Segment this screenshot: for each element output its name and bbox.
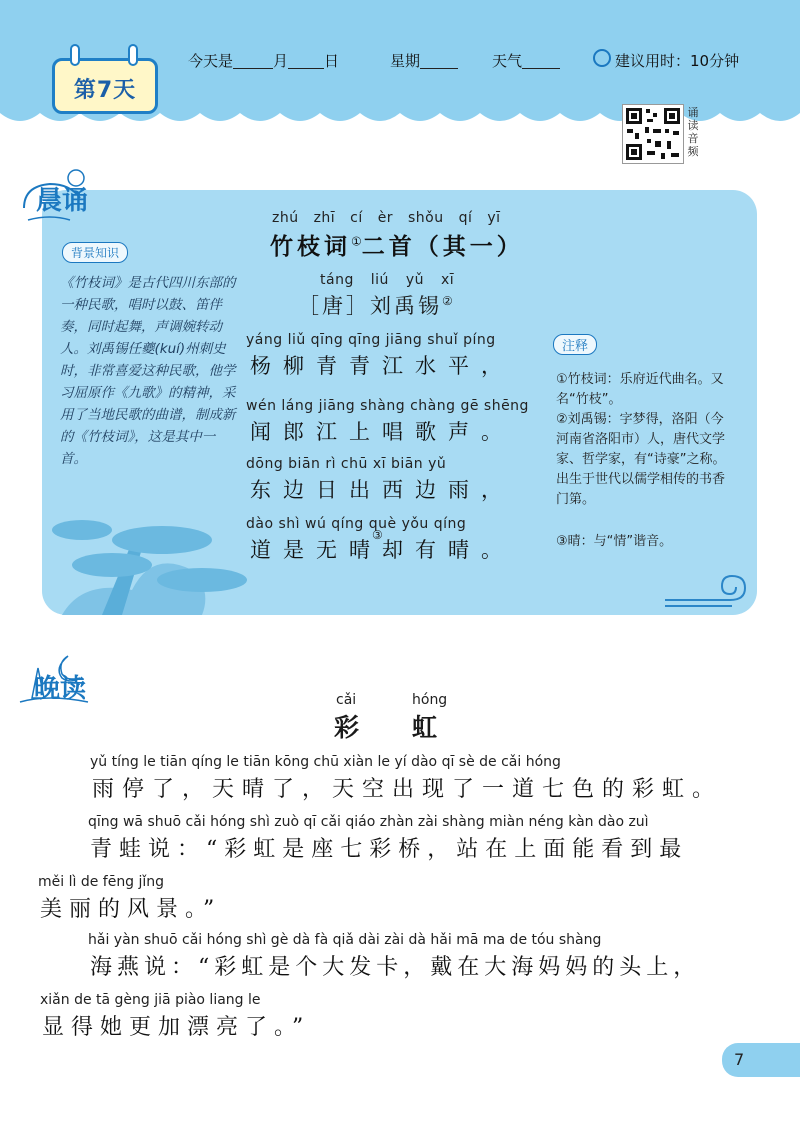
date-day-label: 日 xyxy=(324,52,340,70)
day-blank[interactable] xyxy=(288,54,324,69)
poem-line-3: 东边日出西边雨， xyxy=(250,478,514,502)
evening-para-3-pinyin: měi lì de fēng jǐng xyxy=(38,874,165,890)
author-line xyxy=(298,290,456,320)
author-pinyin-syllable: táng xyxy=(320,272,354,288)
poem-title-main: 竹枝词 xyxy=(270,234,351,260)
month-blank[interactable] xyxy=(233,54,273,69)
author-footnote-mark: ② xyxy=(442,294,456,308)
weekday-line xyxy=(390,50,458,71)
note-3: ③晴：与“情”谐音。 xyxy=(556,534,673,549)
poem-line-3-pinyin: dōng biān rì chū xī biān yǔ xyxy=(246,456,447,472)
author-pinyin-syllable: xī xyxy=(441,272,455,288)
poem-title xyxy=(270,228,524,261)
date-line xyxy=(188,50,339,71)
date-today-label: 今天是 xyxy=(188,52,234,70)
note-2: ②刘禹锡：字梦得，洛阳（今河南省洛阳市）人，唐代文学家、哲学家，有“诗豪”之称。出生于世代以儒学相传的书香门第。 xyxy=(556,412,726,507)
author-pinyin-syllable: liú xyxy=(370,272,389,288)
qr-code[interactable] xyxy=(622,104,684,164)
background-text: 《竹枝词》是古代四川东部的一种民歌，唱时以鼓、笛伴奏，同时起舞，声调婉转动人。刘禹锡任夔(kuí)州刺史时，非常喜爱这种民歌，他学习屈原作《九歌》的精神，采用了当地民歌的曲谱，制成新的《竹枝词》，这是其中一首。 xyxy=(60,275,236,467)
morning-section-text: 晨诵 xyxy=(36,186,89,216)
author-pinyin-syllable: yǔ xyxy=(405,272,425,288)
evening-para-2: 青蛙说：“彩虹是座七彩桥，站在上面能看到最 xyxy=(90,837,689,862)
title-pinyin-syllable: yī xyxy=(487,210,501,226)
title-pinyin-syllable: shǒu xyxy=(408,210,444,226)
poem-line-2-pinyin: wén láng jiāng shàng chàng gē shēng xyxy=(246,398,529,414)
poem-line-2: 闻郎江上唱歌声。 xyxy=(250,420,514,444)
evening-title-pinyin-2: hóng xyxy=(412,692,448,708)
author-pinyin xyxy=(320,272,454,288)
morning-section-label xyxy=(36,180,88,217)
background-tag: 背景知识 xyxy=(62,242,128,263)
evening-title-pinyin-1: cǎi xyxy=(336,692,357,708)
title-pinyin-syllable: qí xyxy=(458,210,473,226)
day-badge-label: 第7天 xyxy=(73,78,137,103)
title-pinyin-syllable: zhī xyxy=(313,210,336,226)
poem-line-1-pinyin: yáng liǔ qīng qīng jiāng shuǐ píng xyxy=(246,332,496,348)
poem-title-rest: 二首（其一） xyxy=(361,234,524,260)
calendar-ring-icon xyxy=(128,44,138,66)
evening-para-4-pinyin: hǎi yàn shuō cǎi hóng shì gè dà fà qiǎ dài zài dà hǎi mā ma de tóu shàng xyxy=(88,932,602,948)
poem-line-4-pinyin: dào shì wú qíng què yǒu qíng xyxy=(246,516,467,532)
poem-title-footnote-mark: ① xyxy=(351,234,362,249)
note-1: ①竹枝词：乐府近代曲名。又名“竹枝”。 xyxy=(556,372,724,407)
calendar-ring-icon xyxy=(70,44,80,66)
weather-label: 天气 xyxy=(492,52,523,70)
evening-para-3: 美丽的风景。” xyxy=(40,897,222,922)
weather-line xyxy=(492,50,560,71)
evening-para-5-pinyin: xiǎn de tā gèng jiā piào liang le xyxy=(40,992,261,1008)
title-pinyin-syllable: èr xyxy=(377,210,394,226)
date-month-label: 月 xyxy=(273,52,289,70)
poem-title-pinyin xyxy=(272,210,501,226)
evening-para-2-pinyin: qīng wā shuō cǎi hóng shì zuò qī cǎi qiáo zhàn zài shàng miàn néng kàn dào zuì xyxy=(88,814,649,830)
author-name: ［唐］刘禹锡 xyxy=(298,294,442,318)
evening-para-5: 显得她更加漂亮了。” xyxy=(42,1015,311,1040)
evening-title-char-2: 虹 xyxy=(412,713,438,742)
weekday-blank[interactable] xyxy=(420,54,458,69)
day-badge xyxy=(52,58,158,114)
wave-scroll-decoration xyxy=(660,570,750,610)
evening-title-char-1: 彩 xyxy=(334,713,360,742)
title-pinyin-syllable: zhú xyxy=(272,210,299,226)
evening-para-1: 雨停了，天晴了，天空出现了一道七色的彩虹。 xyxy=(92,777,723,802)
poem-line-1: 杨柳青青江水平， xyxy=(250,354,514,378)
notes-tag: 注释 xyxy=(553,334,597,355)
qr-side-label: 诵读音频 xyxy=(687,106,699,158)
line4-footnote-mark: ③ xyxy=(372,528,383,542)
evening-section-text: 晚读 xyxy=(34,674,87,704)
clock-icon xyxy=(593,49,611,67)
evening-section-label xyxy=(34,668,86,705)
evening-para-1-pinyin: yǔ tíng le tiān qíng le tiān kōng chū xiàn le yí dào qī sè de cǎi hóng xyxy=(90,754,561,770)
title-pinyin-syllable: cí xyxy=(350,210,363,226)
page-number: 7 xyxy=(734,1050,745,1069)
weather-blank[interactable] xyxy=(522,54,560,69)
weekday-label: 星期 xyxy=(390,52,421,70)
poem-line-4: 道是无晴却有晴。 xyxy=(250,538,514,562)
evening-para-4: 海燕说：“彩虹是个大发卡，戴在大海妈妈的头上， xyxy=(90,955,701,980)
time-suggest: 建议用时：10分钟 xyxy=(615,52,740,70)
